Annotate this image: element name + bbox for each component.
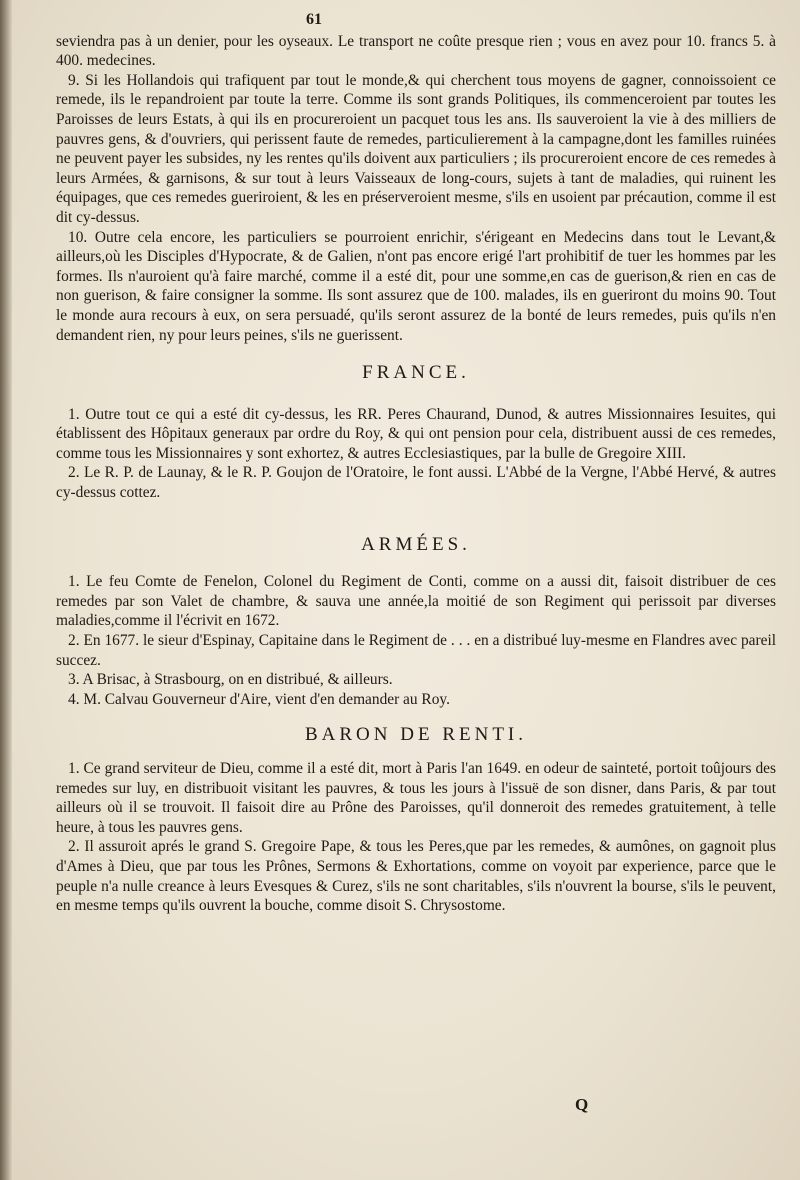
armees-paragraph-2: 2. En 1677. le sieur d'Espinay, Capitaine dans le Regiment de . . . en a distribué luy-mesme en Flandres avec pareil succez. — [56, 632, 776, 669]
france-paragraph-1: 1. Outre tout ce qui a esté dit cy-dessus, les RR. Peres Chaurand, Dunod, & autres Missionnaires Iesuites, qui établissent des Hôpitaux generaux par ordre du Roy, & qui ont pension pour cela, distribuent aussi de ces remedes, comme tous les Missionnaires y sont exhortez, & autres Ecclesiastiques, par la bulle de Gregoire XIII. — [56, 405, 776, 462]
intro-paragraph-10: 10. Outre cela encore, les particuliers se pourroient enrichir, s'érigeant en Medecins dans tout le Levant,& ailleurs,où les Disciples d'Hypocrate, & de Galien, n'ont pas encore erigé l'art prohibitif de tuer les hommes par les formes. Ils n'auroient qu'à faire marché, comme il a esté dit, pour une somme,en cas de guerison,& rien en cas de non guerison, & faire consigner la somme. Ils sont assurez que de 100. malades, ils en gueriront du moins 90. Tout le monde aura recours à eux, on sera persuadé, qu'ils seront assurez de la bonté de leurs remedes, puis qu'ils n'en demandent rien, ny pour leurs peines, s'ils ne guerissent. — [56, 228, 776, 344]
page-binding-shadow — [0, 0, 12, 1180]
section-heading-france: FRANCE. — [362, 362, 470, 384]
france-paragraph-2: 2. Le R. P. de Launay, & le R. P. Goujon de l'Oratoire, le font aussi. L'Abbé de la Vergne, l'Abbé Hervé, & autres cy-dessus cottez. — [56, 464, 776, 502]
intro-paragraph-9: 9. Si les Hollandois qui trafiquent par tout le monde,& qui cherchent tous moyens de gagner, connoissoient ce remede, ils le repandroient par toute la terre. Comme ils sont grands Politiques, ils commenceroient par toutes les Paroisses de leurs Estats, à qui ils en procureroient un pacquet tous les ans. Ils sauveroient la vie à des milliers de pauvres gens, & d'ouvriers, qui perissent faute de remedes, particulierement à la campagne,dont les familles ruinées ne peuvent payer les subsides, ny les rentes qu'ils doivent aux particuliers ; ils procureroient encore de ces remedes à leurs Armées, & garnisons, & sur tout à leurs Vaisseaux de long-cours, sujets à tant de maladies, qui ruinent les équipages, que ces remedes gueriroient, & les en préserveroient mesme, s'ils en usoient par précaution, comme il est dit cy-dessus. — [56, 71, 776, 226]
intro-paragraph-continuation: seviendra pas à un denier, pour les oyseaux. Le transport ne coûte presque rien ; vous en avez pour 10. francs 5. à 400. medecines. — [56, 32, 776, 70]
page-content — [56, 10, 776, 916]
armees-paragraph-3: 3. A Brisac, à Strasbourg, on en distribué, & ailleurs. — [68, 671, 393, 689]
renti-paragraph-1: 1. Ce grand serviteur de Dieu, comme il a esté dit, mort à Paris l'an 1649. en odeur de sainteté, portoit toûjours des remedes sur luy, en distribuoit visitant les pauvres, & tous les jours à l'issuë de son disner, dans Paris, & par tout ailleurs où il se trouvoit. Il faisoit dire au Prône des Paroisses, qu'il donneroit des remedes gratuitement, à telle heure, à tous les pauvres gens. — [56, 760, 776, 836]
section-heading-armees: ARMÉES. — [361, 533, 471, 555]
section-heading-baron-de-renti: BARON DE RENTI. — [304, 724, 528, 746]
armees-paragraph-1: 1. Le feu Comte de Fenelon, Colonel du Regiment de Conti, comme on a aussi dit, faisoit distribuer de ces remedes par son Valet de chambre, & sauva une année,la moitié de son Regiment qui perissoit par diverses maladies,comme il l'écrivit en 1672. — [56, 573, 776, 630]
renti-paragraph-2: 2. Il assuroit aprés le grand S. Gregoire Pape, & tous les Peres,que par les remedes, & aumônes, on gagnoit plus d'Ames à Dieu, que par tous les Prônes, Sermons & Exhortations, comme on voyoit par experience, parce que le peuple n'a nulle creance à leurs Evesques & Curez, s'ils ne sont charitables, s'ils n'ouvrent la bourse, s'ils le peuvent, en mesme temps qu'ils ouvrent la bouche, comme disoit S. Chrysostome. — [56, 838, 776, 915]
catchword: Q — [575, 1095, 589, 1114]
page-number: 61 — [306, 11, 322, 28]
armees-paragraph-4: 4. M. Calvau Gouverneur d'Aire, vient d'en demander au Roy. — [68, 690, 450, 708]
